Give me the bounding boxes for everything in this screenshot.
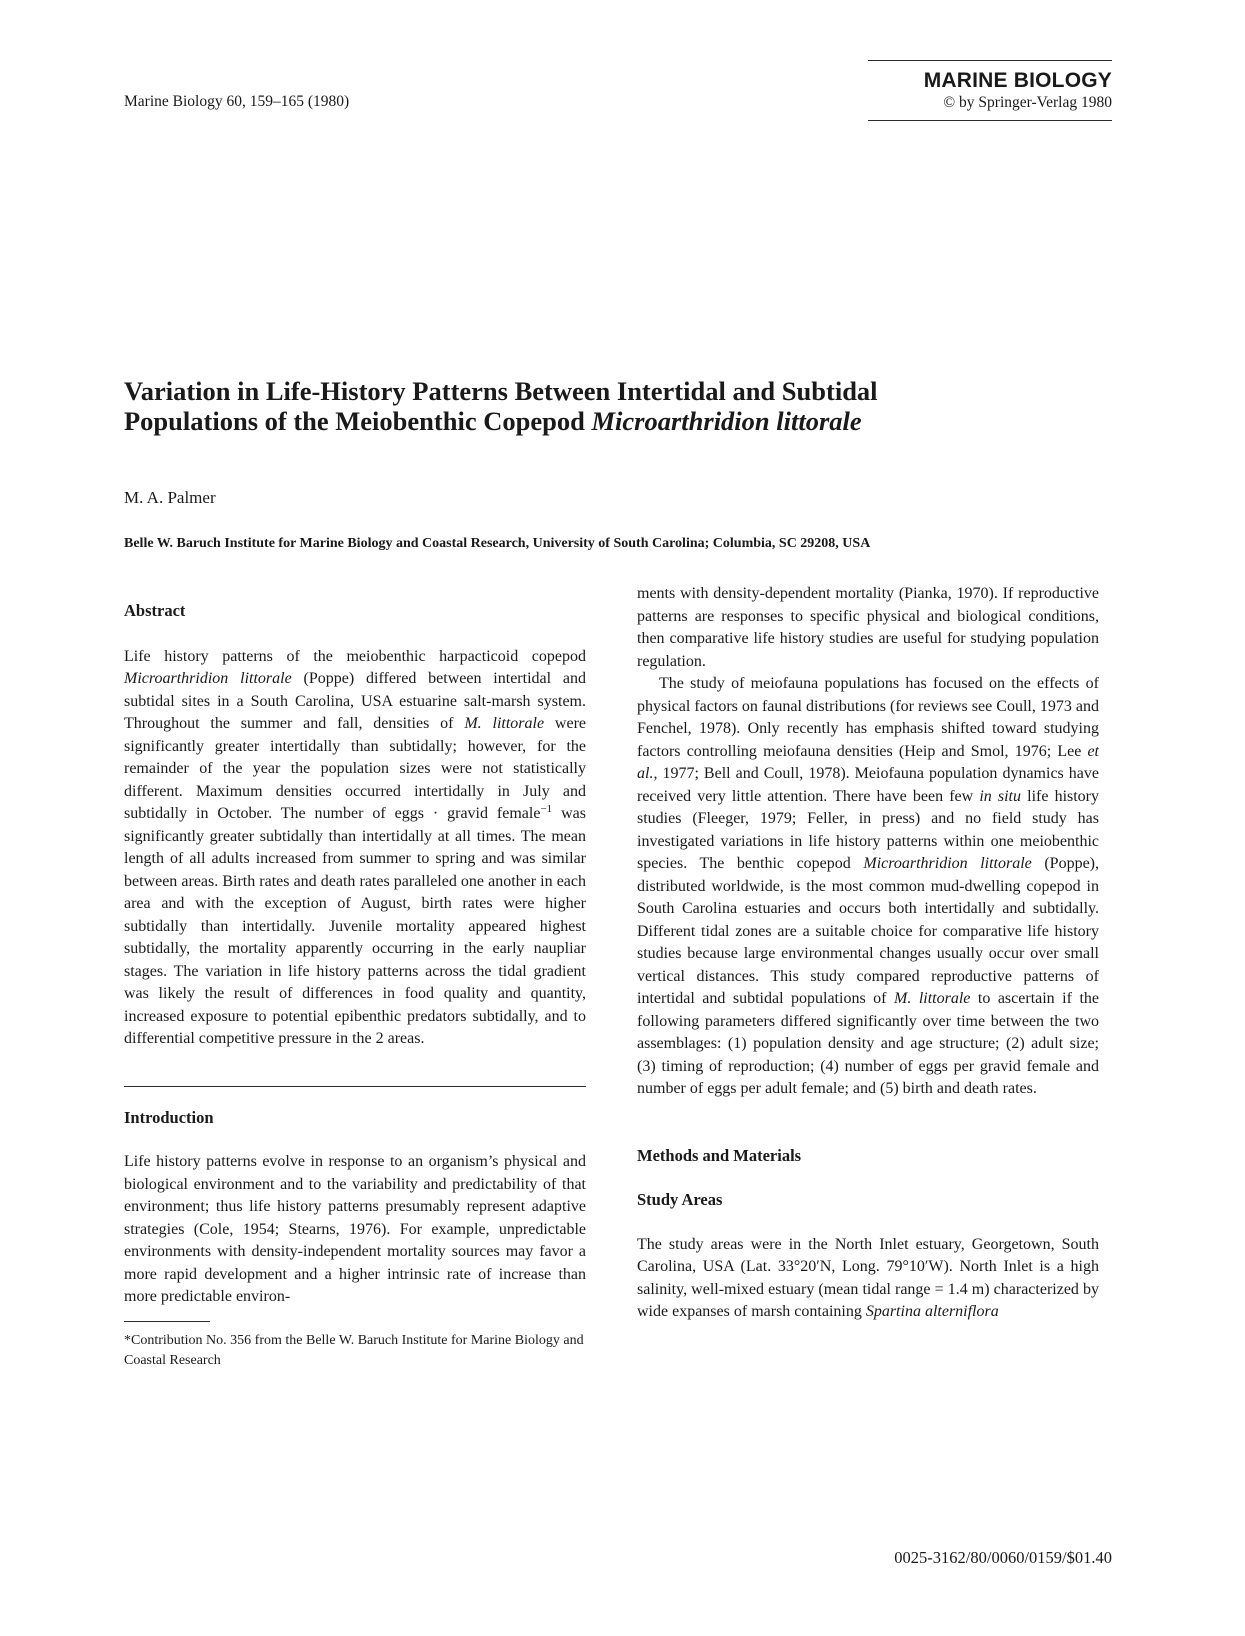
introduction-paragraph-1-continued: ments with density-dependent mortality (Pianka, 1970). If reproductive patterns are responses to specific physical and biological conditions, then comparative life history studies are useful for studying population regulation. xyxy=(637,585,1099,670)
author-affiliation: Belle W. Baruch Institute for Marine Biology and Coastal Research, University of South Carolina; Columbia, SC 29208, USA xyxy=(124,536,871,551)
journal-brand-box xyxy=(868,60,1112,121)
abstract-body: Life history patterns of the meiobenthic harpacticoid copepod Microarthridion littorale (Poppe) differed between intertidal and subtidal sites in a South Carolina, USA estuarine salt-marsh system. Throughout the summer and fall, densities of M. littorale were significantly greater intertidally than subtidally; however, for the remainder of the year the population sizes were not statistically different. Maximum densities occurred intertidally in July and subtidally in October. The number of eggs · gravid female$^{-1}$ was significantly greater subtidally than intertidally at all times. The mean length of all adults increased from summer to spring and was similar between areas. Birth rates and death rates paralleled one another in each area and with the exception of August, birth rates were higher subtidally than intertidally. Juvenile mortality appeared highest subtidally, the mortality apparently occurring in the early naupliar stages. The variation in life history patterns across the tidal gradient was likely the result of differences in food quality and quantity, increased exposure to potential epibenthic predators subtidally, and to differential competitive pressure in the 2 areas. xyxy=(124,647,587,1047)
copyright-notice: © by Springer-Verlag 1980 xyxy=(943,94,1112,111)
footnote-rule xyxy=(124,1321,210,1322)
author-name: M. A. Palmer xyxy=(124,488,216,507)
paper-title xyxy=(124,376,1084,436)
title-line-1: Variation in Life-History Patterns Between Intertidal and Subtidal xyxy=(124,376,878,406)
journal-name: MARINE BIOLOGY xyxy=(923,69,1112,92)
brand-bottom-rule xyxy=(868,120,1112,121)
footnote: *Contribution No. 356 from the Belle W. Baruch Institute for Marine Biology and Coastal Research xyxy=(124,1332,584,1368)
introduction-paragraph-2: The study of meiofauna populations has focused on the effects of physical factors on faunal distributions (for reviews see Coull, 1973 and Fenchel, 1978). Only recently has emphasis shifted toward studying factors controlling meiofauna densities (Heip and Smol, 1976; Lee et al., 1977; Bell and Coull, 1978). Meiofauna population dynamics have received very little attention. There have been few in situ life history studies (Fleeger, 1979; Feller, in press) and no field study has investigated variations in life history patterns within one meiobenthic species. The benthic copepod Microarthridion littorale (Poppe), distributed worldwide, is the most common mud-dwelling copepod in South Carolina estuaries and occurs both intertidally and subtidally. Different tidal zones are a suitable choice for comparative life history studies because large environmental changes usually occur over small vertical distances. This study compared reproductive patterns of intertidal and subtidal populations of M. littorale to ascertain if the following parameters differed significantly over time between the two assemblages: (1) population density and age structure; (2) adult size; (3) timing of reproduction; (4) number of eggs per gravid female and number of eggs per adult female; and (5) birth and death rates. xyxy=(637,675,1100,1097)
brand-top-rule xyxy=(868,60,1112,61)
right-column xyxy=(637,583,1099,1324)
title-species: Microarthridion littorale xyxy=(591,406,862,436)
section-divider xyxy=(124,1086,586,1087)
journal-citation: Marine Biology 60, 159–165 (1980) xyxy=(124,93,350,110)
study-areas-subheading: Study Areas xyxy=(637,1190,723,1209)
left-column xyxy=(124,600,586,1371)
abstract-heading: Abstract xyxy=(124,601,186,620)
introduction-paragraph-1: Life history patterns evolve in response to an organism’s physical and biological environment and to the variability and predictability of that environment; thus life history patterns presumably represent adaptive strategies (Cole, 1954; Stearns, 1976). For example, unpredictable environments with density-independent mortality sources may favor a more rapid development and a higher intrinsic rate of increase than more predictable environ- xyxy=(124,1153,586,1305)
document-code: 0025-3162/80/0060/0159/$01.40 xyxy=(894,1548,1112,1567)
methods-heading: Methods and Materials xyxy=(637,1145,802,1165)
introduction-heading: Introduction xyxy=(124,1107,214,1127)
title-line-2: Populations of the Meiobenthic Copepod xyxy=(124,406,592,436)
methods-paragraph-1: The study areas were in the North Inlet estuary, Georgetown, South Carolina, USA (Lat. 33°20′N, Long. 79°10′W). North Inlet is a high salinity, well-mixed estuary (mean tidal range = 1.4 m) characterized by wide expanses of marsh containing Spartina alterniflora xyxy=(637,1235,1099,1320)
